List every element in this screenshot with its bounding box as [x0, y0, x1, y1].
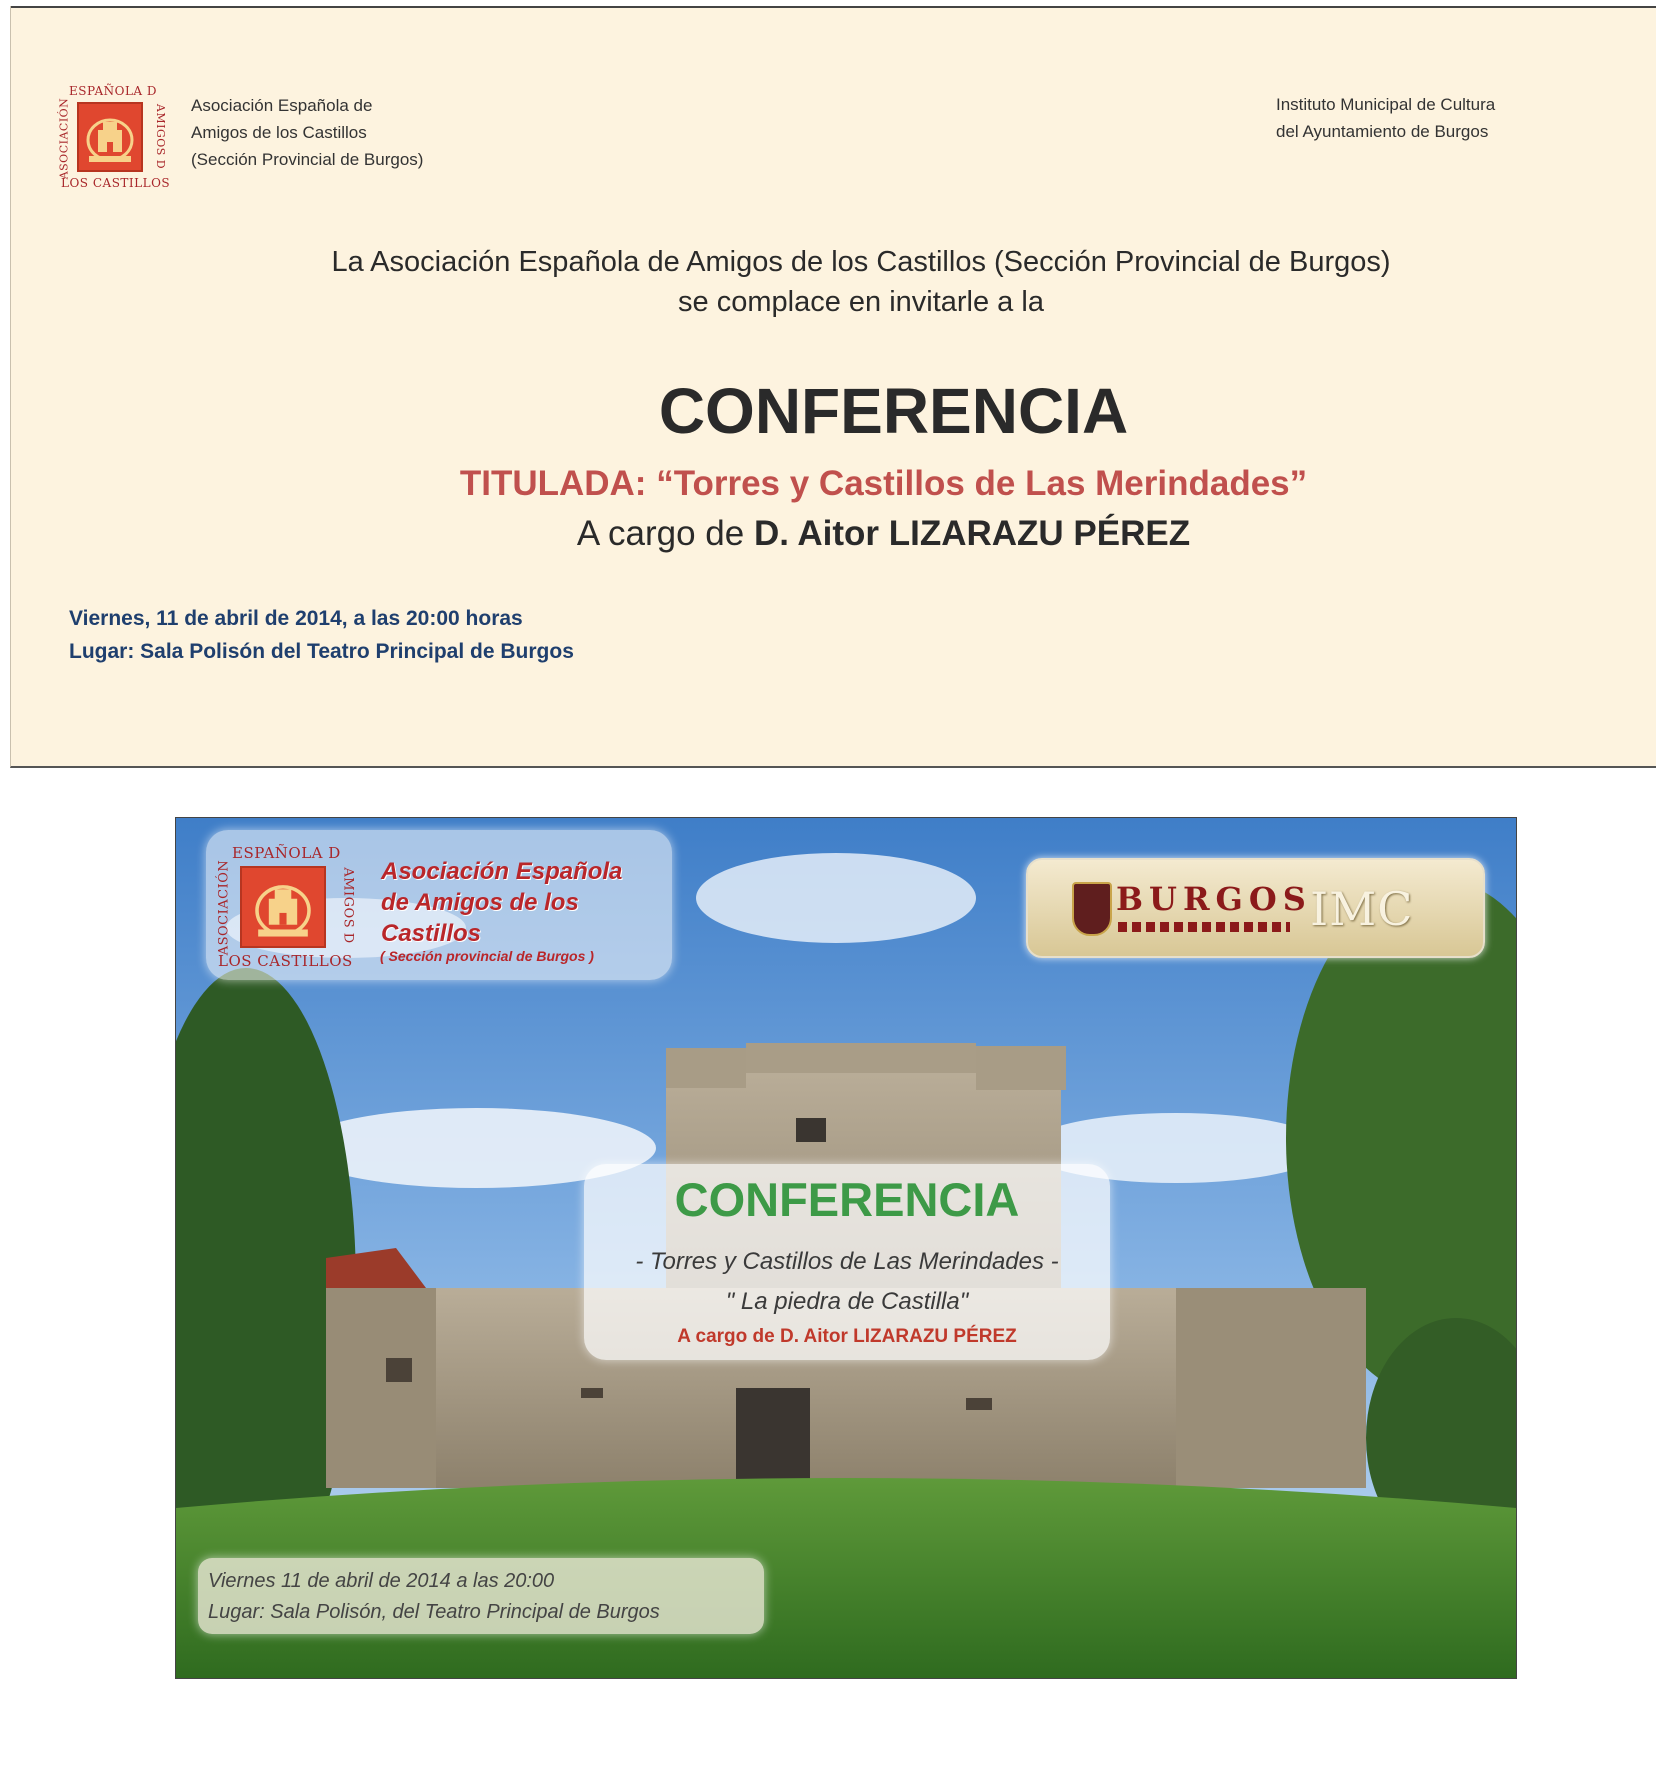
- institute-line: del Ayuntamiento de Burgos: [1276, 122, 1489, 141]
- poster-association-line: de Amigos de los: [381, 889, 579, 916]
- poster-speaker: A cargo de D. Aitor LIZARAZU PÉREZ: [677, 1326, 1017, 1347]
- emblem-right-text: AMIGOS D: [340, 867, 356, 944]
- event-place: Lugar: Sala Polisón del Teatro Principal de Burgos: [69, 640, 574, 663]
- poster-place-line: Lugar: Sala Polisón, del Teatro Principal de Burgos: [208, 1601, 660, 1623]
- event-date: Viernes, 11 de abril de 2014, a las 20:00 horas: [69, 607, 523, 630]
- speaker-prefix: A cargo de: [576, 514, 754, 553]
- emblem-left-text: ASOCIACIÓN: [57, 97, 71, 180]
- institute-line: Instituto Municipal de Cultura: [1276, 95, 1496, 114]
- burgos-imc-logo: [1026, 858, 1485, 958]
- emblem-top-text: ESPAÑOLA D: [232, 844, 341, 862]
- emblem-right-text: AMIGOS D: [153, 103, 167, 170]
- association-line: Amigos de los Castillos: [191, 123, 367, 142]
- poster-association-emblem: [216, 844, 356, 970]
- poster-conference-panel: [584, 1164, 1110, 1360]
- poster-subtitle-line: - Torres y Castillos de Las Merindades -: [635, 1248, 1059, 1275]
- poster-date-panel: [198, 1558, 764, 1634]
- poster-date-line: Viernes 11 de abril de 2014 a las 20:00: [208, 1570, 555, 1592]
- association-emblem: [57, 84, 171, 190]
- poster-association-panel: [206, 830, 672, 980]
- poster-conference-subtitle: [584, 1242, 1110, 1322]
- top-border: [11, 6, 1656, 8]
- poster-association-line: Castillos: [381, 920, 482, 947]
- invitation-card: [10, 6, 1656, 768]
- poster-subtitle-line: " La piedra de Castilla": [725, 1288, 969, 1315]
- speaker-name: D. Aitor LIZARAZU PÉREZ: [753, 514, 1191, 553]
- association-line: (Sección Provincial de Burgos): [191, 150, 424, 169]
- conference-title: CONFERENCIA: [658, 375, 1129, 447]
- castle-shield-icon: [77, 102, 143, 172]
- intro-line: se complace en invitarle a la: [678, 286, 1044, 318]
- burgos-pattern: [1118, 922, 1290, 932]
- speaker-line: [11, 514, 1660, 554]
- poster-conference-title: CONFERENCIA: [674, 1173, 1020, 1226]
- burgos-wordmark: BURGOS: [1116, 880, 1312, 918]
- emblem-left-text: ASOCIACIÓN: [216, 859, 232, 956]
- poster-association-section: ( Sección provincial de Burgos ): [380, 948, 594, 964]
- emblem-bottom-text: LOS CASTILLOS: [218, 952, 353, 970]
- emblem-top-text: ESPAÑOLA D: [69, 84, 158, 98]
- poster-association-name: [381, 856, 651, 949]
- intro-line: La Asociación Española de Amigos de los Castillos (Sección Provincial de Burgos): [331, 246, 1391, 278]
- poster-association-line: Asociación Española: [381, 858, 623, 885]
- association-name: [191, 92, 521, 173]
- imc-wordmark: IMC: [1310, 882, 1414, 936]
- conference-poster: [175, 817, 1517, 1679]
- association-line: Asociación Española de: [191, 96, 373, 115]
- invitation-intro: [11, 242, 1660, 322]
- emblem-bottom-text: LOS CASTILLOS: [61, 176, 171, 190]
- event-details: [69, 602, 769, 668]
- castle-shield-icon: [240, 866, 326, 948]
- burgos-crest-icon: [1072, 882, 1112, 936]
- institute-name: [1276, 91, 1596, 145]
- conference-subtitle: TITULADA: “Torres y Castillos de Las Merindades”: [459, 464, 1308, 503]
- poster-date-text: [208, 1566, 768, 1628]
